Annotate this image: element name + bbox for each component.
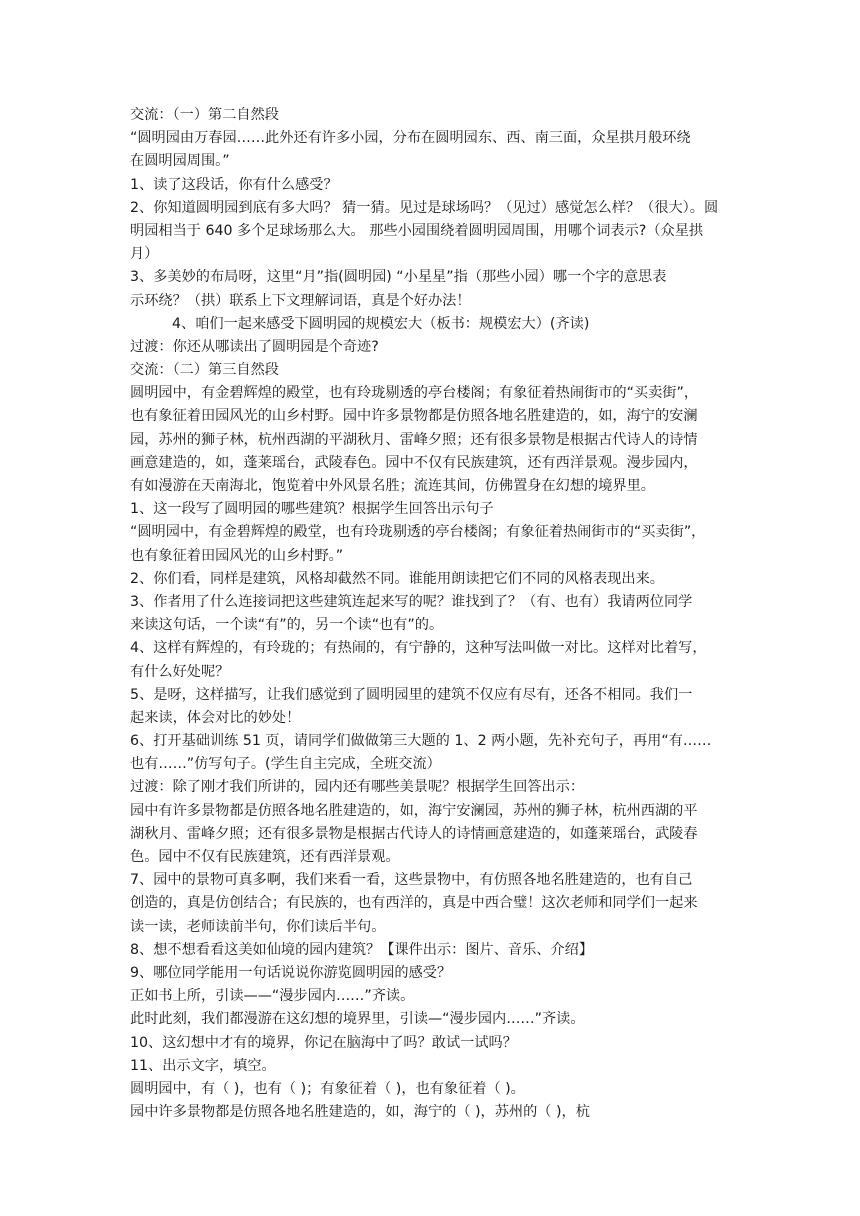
question-line: 月） [130,246,159,263]
question-line: 读一读，老师读前半句，你们读后半句。 [130,918,386,935]
question-line: 明园相当于 640 多个足球场那么大。 那些小园围绕着圆明园周围，用哪个词表示?（众星拱 [130,222,704,239]
section-heading: 交流：（二）第三自然段 [130,362,279,379]
quote-line: 在圆明园周围。” [130,153,230,170]
question-line: 7、园中的景物可真多啊，我们来看一看，这些景物中，有仿照各地名胜建造的，也有自己 [130,872,693,889]
reading-line: 此时此刻，我们都漫游在这幻想的境界里，引读—“漫步园内……”齐读。 [130,1011,585,1028]
question-line: 3、多美妙的布局呀，这里“月”指(圆明园) “小星星”指（那些小园）哪一个字的意思表 [130,269,667,286]
section-heading: 交流：（一）第二自然段 [130,107,279,123]
reading-line: 正如书上所，引读——“漫步园内……”齐读。 [130,988,415,1005]
fill-in-line: 圆明园中，有（ )，也有（ )；有象征着（ )，也有象征着（ )。 [130,1080,525,1097]
paragraph-line: 园中有许多景物都是仿照各地名胜建造的，如，海宁安澜园，苏州的狮子林，杭州西湖的平 [130,802,698,819]
question-line: 4、这样有辉煌的，有玲珑的；有热闹的，有宁静的，这种写法叫做一对比。这样对比着写， [130,640,707,657]
question-line: 起来读，体会对比的妙处！ [130,709,301,726]
quote-line: 也有象征着田园风光的山乡村野。” [130,547,344,564]
question-line: 1、读了这段话，你有什么感受？ [130,176,338,193]
paragraph-line: 园，苏州的狮子林，杭州西湖的平湖秋月、雷峰夕照；还有很多景物是根据古代诗人的诗情 [130,431,698,448]
question-line: 来读这句话，一个读“有”的，另一个读“也有”的。 [130,617,444,634]
question-line: 也有……”仿写句子。(学生自主完成，全班交流） [130,756,441,773]
question-line: 8、想不想看看这美如仙境的园内建筑？【课件出示：图片、音乐、介绍】 [130,941,594,958]
question-line: 创造的，真是仿创结合；有民族的，也有西洋的，真是中西合璧！这次老师和同学们一起来 [130,895,698,912]
question-line: 2、你知道圆明园到底有多大吗？ 猜一猜。见过是球场吗？（见过）感觉怎么样？（很大）。圆 [130,199,719,216]
question-line: 2、你们看，同样是建筑，风格却截然不同。谁能用朗读把它们不同的风格表现出来。 [130,570,664,587]
paragraph-line: 湖秋月、雷峰夕照；还有很多景物是根据古代诗人的诗情画意建造的，如蓬莱瑶台，武陵春 [130,825,698,842]
question-line: 有什么好处呢？ [130,663,230,680]
paragraph-line: 画意建造的，如，蓬莱瑶台，武陵春色。园中不仅有民族建筑，还有西洋景观。漫步园内， [130,454,698,471]
paragraph-line: 色。园中不仅有民族建筑，还有西洋景观。 [130,849,400,865]
question-line: 5、是呀，这样描写，让我们感觉到了圆明园里的建筑不仅应有尽有，还各不相同。我们一 [130,686,693,703]
question-line: 6、打开基础训练 51 页，请同学们做做第三大题的 1、2 两小题，先补充句子，再用“有…… [130,733,712,750]
paragraph-line: 也有象征着田园风光的山乡村野。园中许多景物都是仿照各地名胜建造的，如，海宁的安澜 [130,408,698,425]
question-line: 示环绕？（拱）联系上下文理解词语，真是个好办法！ [130,292,471,309]
paragraph-line: 有如漫游在天南海北，饱览着中外风景名胜；流连其间，仿佛置身在幻想的境界里。 [130,478,655,494]
transition-line: 过渡：你还从哪读出了圆明园是个奇迹? [130,338,379,355]
quote-line: “圆明园中，有金碧辉煌的殿堂，也有玲珑剔透的亭台楼阁；有象征着热闹街市的“买卖街”， [130,524,706,541]
question-line: 11、出示文字，填空。 [130,1057,276,1074]
transition-line: 过渡：除了刚才我们所讲的，园内还有哪些美景呢？根据学生回答出示： [130,779,585,796]
question-line: 10、这幻想中才有的境界，你记在脑海中了吗？敢试一试吗？ [130,1034,517,1051]
paragraph-line: 圆明园中，有金碧辉煌的殿堂，也有玲珑剔透的亭台楼阁；有象征着热闹街市的“买卖街”， [130,385,699,402]
question-line: 4、咱们一起来感受下圆明园的规模宏大（板书：规模宏大）(齐读) [172,315,590,332]
quote-line: “圆明园由万春园……此外还有许多小园，分布在圆明园东、西、南三面，众星拱月般环绕 [130,130,691,147]
fill-in-line: 园中许多景物都是仿照各地名胜建造的，如，海宁的（ )，苏州的（ )，杭 [130,1104,590,1121]
question-line: 1、这一段写了圆明园的哪些建筑？根据学生回答出示句子 [130,501,494,518]
question-line: 3、作者用了什么连接词把这些建筑连起来写的呢？谁找到了？（有、也有）我请两位同学 [130,593,693,610]
document-page [130,104,734,1124]
question-line: 9、哪位同学能用一句话说说你游览圆明园的感受？ [130,964,452,981]
